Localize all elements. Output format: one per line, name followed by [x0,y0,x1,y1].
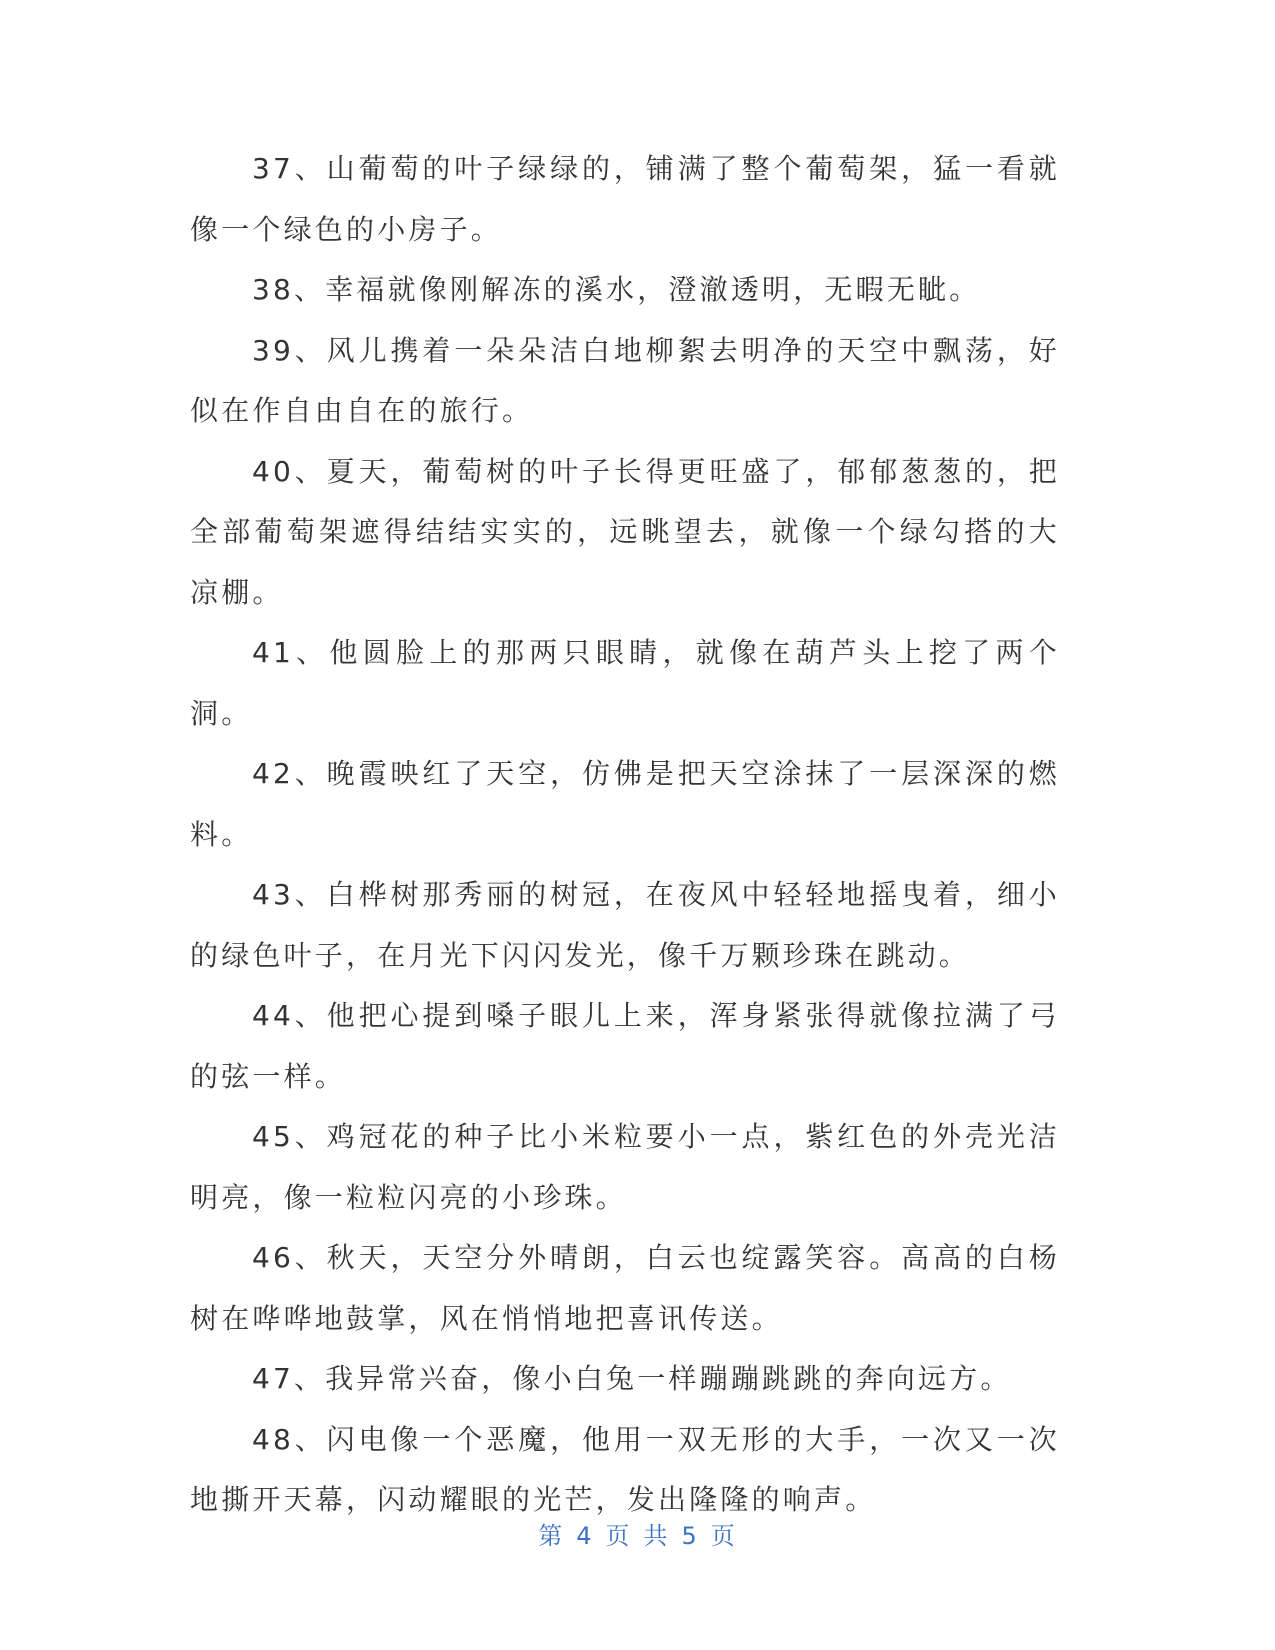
paragraph-39: 39、风儿携着一朵朵洁白地柳絮去明净的天空中飘荡，好似在作自由自在的旅行。 [190,333,1060,427]
paragraph-37: 37、山葡萄的叶子绿绿的，铺满了整个葡萄架，猛一看就像一个绿色的小房子。 [190,152,1060,246]
paragraph-42: 42、晚霞映红了天空，仿佛是把天空涂抹了一层深深的燃料。 [190,757,1060,851]
paragraph-46: 46、秋天，天空分外晴朗，白云也绽露笑容。高高的白杨树在哗哗地鼓掌，风在悄悄地把喜讯传送。 [190,1241,1060,1335]
paragraph-44: 44、他把心提到嗓子眼儿上来，浑身紧张得就像拉满了弓的弦一样。 [190,999,1060,1093]
paragraph-45: 45、鸡冠花的种子比小米粒要小一点，紫红色的外壳光洁明亮，像一粒粒闪亮的小珍珠。 [190,1120,1060,1214]
document-body [190,139,1060,1531]
footer-suffix: 页 [710,1522,737,1550]
footer-current-page: 4 [576,1522,594,1550]
paragraph-40: 40、夏天，葡萄树的叶子长得更旺盛了，郁郁葱葱的，把全部葡萄架遮得结结实实的，远眺望去，就像一个绿勾搭的大凉棚。 [190,454,1060,609]
page-number-footer [0,1516,1275,1551]
footer-prefix: 第 [538,1522,565,1550]
paragraph-47: 47、我异常兴奋，像小白兔一样蹦蹦跳跳的奔向远方。 [252,1362,1012,1395]
footer-total-pages: 5 [681,1522,699,1550]
paragraph-41: 41、他圆脸上的那两只眼睛，就像在葫芦头上挖了两个洞。 [190,636,1060,730]
paragraph-43: 43、白桦树那秀丽的树冠，在夜风中轻轻地摇曳着，细小的绿色叶子，在月光下闪闪发光，像千万颗珍珠在跳动。 [190,878,1060,972]
paragraph-38: 38、幸福就像刚解冻的溪水，澄澈透明，无暇无眦。 [252,273,981,306]
paragraph-48: 48、闪电像一个恶魔，他用一双无形的大手，一次又一次地撕开天幕，闪动耀眼的光芒，发出隆隆的响声。 [190,1422,1060,1516]
footer-page-word: 页 [605,1522,632,1550]
footer-total-word: 共 [643,1522,670,1550]
